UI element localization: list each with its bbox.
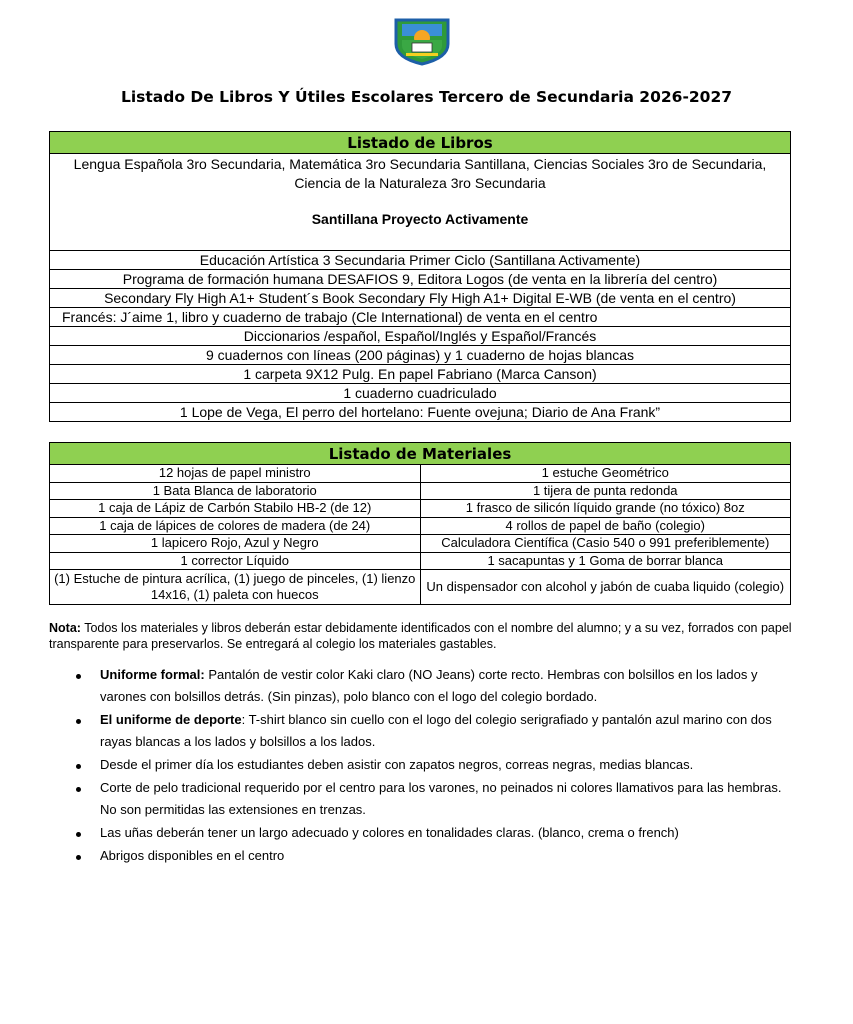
bullet-icon	[76, 855, 81, 860]
material-item: 1 tijera de punta redonda	[420, 482, 791, 500]
material-item: Un dispensador con alcohol y jabón de cuaba liquido (colegio)	[420, 570, 791, 605]
material-item: 12 hojas de papel ministro	[50, 465, 421, 483]
material-item: 1 estuche Geométrico	[420, 465, 791, 483]
rule-bold: Uniforme formal:	[100, 667, 205, 682]
book-item: 1 Lope de Vega, El perro del hortelano: Fuente ovejuna; Diario de Ana Frank”	[50, 403, 791, 422]
materials-table	[49, 442, 791, 605]
materials-header: Listado de Materiales	[50, 443, 791, 465]
book-item: Francés: J´aime 1, libro y cuaderno de trabajo (Cle International) de venta en el centro	[50, 308, 791, 327]
material-item: 1 corrector Líquido	[50, 552, 421, 570]
note-text: Todos los materiales y libros deberán estar debidamente identificados con el nombre del alumno; y a su vez, forrados con papel transparente para preservarlos. Se entregará al colegio los materiales gastables.	[49, 621, 792, 651]
bullet-icon	[76, 787, 81, 792]
school-logo	[392, 14, 452, 66]
note-label: Nota:	[49, 621, 81, 635]
rule-item	[56, 777, 796, 821]
books-main-item	[50, 154, 791, 251]
rule-item	[56, 664, 796, 708]
material-item: 1 caja de lápices de colores de madera (de 24)	[50, 517, 421, 535]
material-item: (1) Estuche de pintura acrílica, (1) juego de pinceles, (1) lienzo 14x16, (1) paleta con huecos	[50, 570, 421, 605]
rule-item	[56, 845, 796, 867]
material-item: 1 sacapuntas y 1 Goma de borrar blanca	[420, 552, 791, 570]
note-paragraph	[49, 620, 794, 652]
rule-bold: El uniforme de deporte	[100, 712, 242, 727]
bullet-icon	[76, 719, 81, 724]
rule-item	[56, 709, 796, 753]
bullet-icon	[76, 674, 81, 679]
document-title: Listado De Libros Y Útiles Escolares Tercero de Secundaria 2026-2027	[120, 88, 733, 106]
book-item: Diccionarios /español, Español/Inglés y Español/Francés	[50, 327, 791, 346]
rule-item	[56, 754, 796, 776]
rule-text: Pantalón de vestir color Kaki claro (NO Jeans) corte recto. Hembras con bolsillos en los lados y varones con bolsillos detrás. (Sin pinzas), polo blanco con el logo del colegio bordado.	[100, 667, 758, 704]
books-table	[49, 131, 791, 422]
book-item: Programa de formación humana DESAFIOS 9, Editora Logos (de venta en la librería del centro)	[50, 270, 791, 289]
rule-text: Corte de pelo tradicional requerido por el centro para los varones, no peinados ni colores llamativos para las hembras. No son permitidas las extensiones en trenzas.	[100, 780, 782, 817]
book-item: 1 cuaderno cuadriculado	[50, 384, 791, 403]
books-header: Listado de Libros	[50, 132, 791, 154]
rule-item	[56, 822, 796, 844]
material-item: 1 lapicero Rojo, Azul y Negro	[50, 535, 421, 553]
material-item: 1 frasco de silicón líquido grande (no tóxico) 8oz	[420, 500, 791, 518]
rule-text: Las uñas deberán tener un largo adecuado y colores en tonalidades claras. (blanco, crema o french)	[100, 825, 679, 840]
material-item: 4 rollos de papel de baño (colegio)	[420, 517, 791, 535]
books-main-publisher: Santillana Proyecto Activamente	[311, 211, 529, 227]
books-main-text: Lengua Española 3ro Secundaria, Matemática 3ro Secundaria Santillana, Ciencias Sociales 3ro de Secundaria, Ciencia de la Naturaleza 3ro Secundaria	[73, 156, 767, 191]
material-item: 1 Bata Blanca de laboratorio	[50, 482, 421, 500]
book-item: 9 cuadernos con líneas (200 páginas) y 1 cuaderno de hojas blancas	[50, 346, 791, 365]
rule-text: Abrigos disponibles en el centro	[100, 848, 285, 863]
book-item: 1 carpeta 9X12 Pulg. En papel Fabriano (Marca Canson)	[50, 365, 791, 384]
book-item: Secondary Fly High A1+ Student´s Book Secondary Fly High A1+ Digital E-WB (de venta en el centro)	[50, 289, 791, 308]
material-item: 1 caja de Lápiz de Carbón Stabilo HB-2 (de 12)	[50, 500, 421, 518]
material-item: Calculadora Científica (Casio 540 o 991 preferiblemente)	[420, 535, 791, 553]
rule-text: : T-shirt blanco sin cuello con el logo del colegio serigrafiado y pantalón azul marino con dos rayas blancas a los lados y bolsillos a los lados.	[100, 712, 772, 749]
book-item: Educación Artística 3 Secundaria Primer Ciclo (Santillana Activamente)	[50, 251, 791, 270]
rules-list	[56, 664, 796, 868]
rule-text: Desde el primer día los estudiantes deben asistir con zapatos negros, correas negras, medias blancas.	[100, 757, 694, 772]
bullet-icon	[76, 764, 81, 769]
bullet-icon	[76, 832, 81, 837]
